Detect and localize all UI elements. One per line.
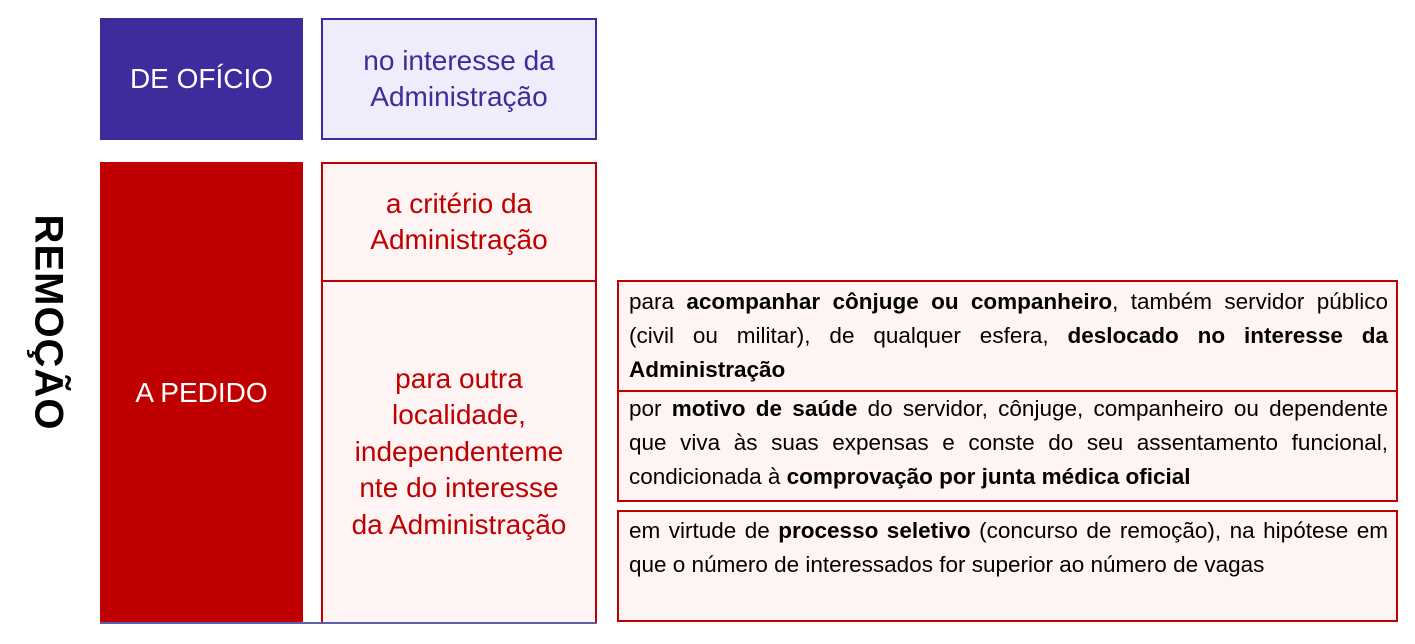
hypothesis-text: em virtude de — [629, 518, 779, 543]
a-pedido-criterion-2 — [321, 280, 597, 624]
criterion-line: da Administração — [351, 508, 567, 540]
hypothesis-text-bold: acompanhar cônjuge ou companheiro — [686, 289, 1113, 314]
criterion-line: Administração — [370, 81, 548, 112]
de-oficio-header — [100, 18, 303, 140]
de-oficio-criterion — [321, 18, 597, 140]
title-text: REMOÇÃO — [26, 214, 71, 430]
criterion-line: para outra — [395, 363, 523, 395]
hypothesis-text: (concurso de remoção), na hipótese em que o número de interessados for superior ao número de vagas — [629, 518, 1388, 577]
criterion-line: Administração — [370, 224, 548, 255]
hypothesis-text-bold: comprovação por junta médica oficial — [786, 464, 1191, 489]
diagram-title — [0, 0, 96, 644]
hypothesis-text: , também servidor público (civil ou militar), de qualquer esfera, — [629, 289, 1389, 348]
de-oficio-label: DE OFÍCIO — [129, 63, 274, 94]
a-pedido-criterion-1 — [321, 162, 597, 282]
hypothesis-text: por — [629, 396, 672, 421]
hypothesis-spouse — [617, 280, 1398, 392]
hypothesis-selective-process — [617, 510, 1398, 622]
hypothesis-text: do servidor, cônjuge, companheiro ou dependente que viva às suas expensas e conste do seu assentamento funcional, condicionada à — [629, 396, 1388, 489]
criterion-line: localidade, — [392, 399, 526, 431]
criterion-line: independenteme — [354, 435, 564, 467]
hypothesis-text-bold: deslocado no interesse da Administração — [629, 323, 1388, 382]
criterion-line: no interesse da — [363, 44, 555, 76]
hypothesis-text-bold: motivo de saúde — [671, 396, 858, 421]
a-pedido-label: A PEDIDO — [135, 377, 268, 408]
hypothesis-text: para — [629, 289, 687, 314]
bottom-divider — [100, 622, 597, 624]
a-pedido-header — [100, 162, 303, 624]
hypothesis-text-bold: processo seletivo — [778, 518, 971, 543]
criterion-line: nte do interesse — [359, 472, 559, 504]
criterion-line: a critério da — [385, 187, 533, 219]
hypothesis-health — [617, 390, 1398, 502]
